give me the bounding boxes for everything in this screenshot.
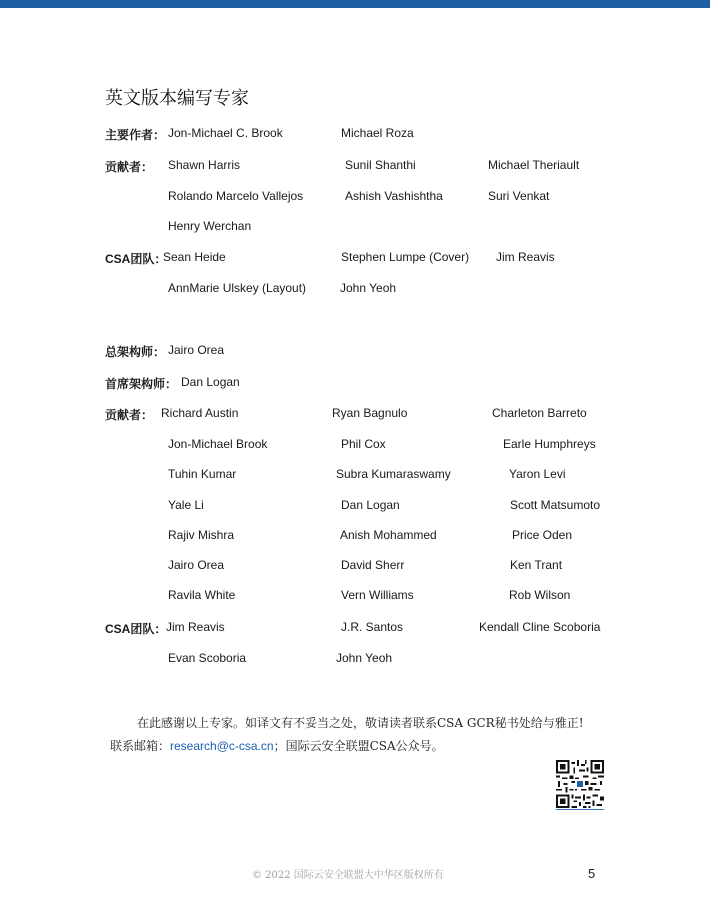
- person-name: Scott Matsumoto: [510, 498, 601, 512]
- section-title: 英文版本编写专家: [105, 88, 249, 108]
- person-name: Ravila White: [168, 588, 236, 602]
- person-name: Jairo Orea: [168, 558, 225, 572]
- person-name: Michael Theriault: [488, 158, 580, 172]
- person-name: Richard Austin: [161, 406, 239, 420]
- person-name: J.R. Santos: [341, 620, 404, 634]
- person-name: Jim Reavis: [496, 250, 555, 264]
- person-name: Ryan Bagnulo: [332, 406, 408, 420]
- top-accent-bar: [0, 0, 710, 8]
- person-name: Sunil Shanthi: [345, 158, 416, 172]
- person-name: AnnMarie Ulskey (Layout): [168, 281, 307, 295]
- person-name: Jim Reavis: [166, 620, 225, 634]
- person-name: Subra Kumaraswamy: [336, 467, 451, 481]
- contributors-label: 贡献者：: [105, 408, 154, 422]
- copyright-footer: © 2022 国际云安全联盟大中华区版权所有: [252, 870, 444, 881]
- contact-email-link[interactable]: research@c-csa.cn: [170, 739, 274, 753]
- person-name: Michael Roza: [341, 126, 414, 140]
- person-name: Shawn Harris: [168, 158, 241, 172]
- thanks-note: 在此感谢以上专家。如译文有不妥当之处，敬请读者联系CSA GCR秘书处给与雅正!: [137, 716, 584, 730]
- contributors-label: 贡献者：: [105, 160, 154, 174]
- person-name: Ken Trant: [510, 558, 563, 572]
- person-name: John Yeoh: [340, 281, 397, 295]
- csa-team-label: CSA团队：: [105, 622, 167, 636]
- person-name: David Sherr: [341, 558, 405, 572]
- person-name: Ashish Vashishtha: [345, 189, 443, 203]
- qr-code-icon: [556, 760, 604, 808]
- lead-authors-label: 主要作者：: [105, 128, 166, 142]
- contact-suffix: ；国际云安全联盟CSA公众号。: [273, 739, 444, 753]
- person-name: Yaron Levi: [509, 467, 566, 481]
- person-name: Sean Heide: [163, 250, 226, 264]
- person-name: Evan Scoboria: [168, 651, 247, 665]
- person-name: Henry Werchan: [168, 219, 252, 233]
- qr-underline: [556, 809, 604, 810]
- person-name: Suri Venkat: [488, 189, 550, 203]
- person-name: Anish Mohammed: [340, 528, 437, 542]
- contact-line: [110, 737, 444, 754]
- person-name: Earle Humphreys: [503, 437, 596, 451]
- person-name: Stephen Lumpe (Cover): [341, 250, 470, 264]
- person-name: Tuhin Kumar: [168, 467, 237, 481]
- contact-prefix: 联系邮箱：: [110, 739, 171, 753]
- person-name: John Yeoh: [336, 651, 393, 665]
- chief-architect-label: 总架构师：: [105, 345, 166, 359]
- page-number: 5: [588, 866, 596, 881]
- person-name: Rob Wilson: [509, 588, 571, 602]
- person-name: Vern Williams: [341, 588, 414, 602]
- person-name: Jairo Orea: [168, 343, 225, 357]
- csa-team-label: CSA团队：: [105, 252, 167, 266]
- person-name: Jon-Michael Brook: [168, 437, 268, 451]
- person-name: Jon-Michael C. Brook: [168, 126, 283, 140]
- head-architect-label: 首席架构师：: [105, 377, 178, 391]
- person-name: Charleton Barreto: [492, 406, 587, 420]
- person-name: Dan Logan: [181, 375, 240, 389]
- person-name: Rajiv Mishra: [168, 528, 235, 542]
- person-name: Kendall Cline Scoboria: [479, 620, 601, 634]
- person-name: Phil Cox: [341, 437, 386, 451]
- person-name: Dan Logan: [341, 498, 400, 512]
- person-name: Yale Li: [168, 498, 204, 512]
- person-name: Rolando Marcelo Vallejos: [168, 189, 304, 203]
- person-name: Price Oden: [512, 528, 573, 542]
